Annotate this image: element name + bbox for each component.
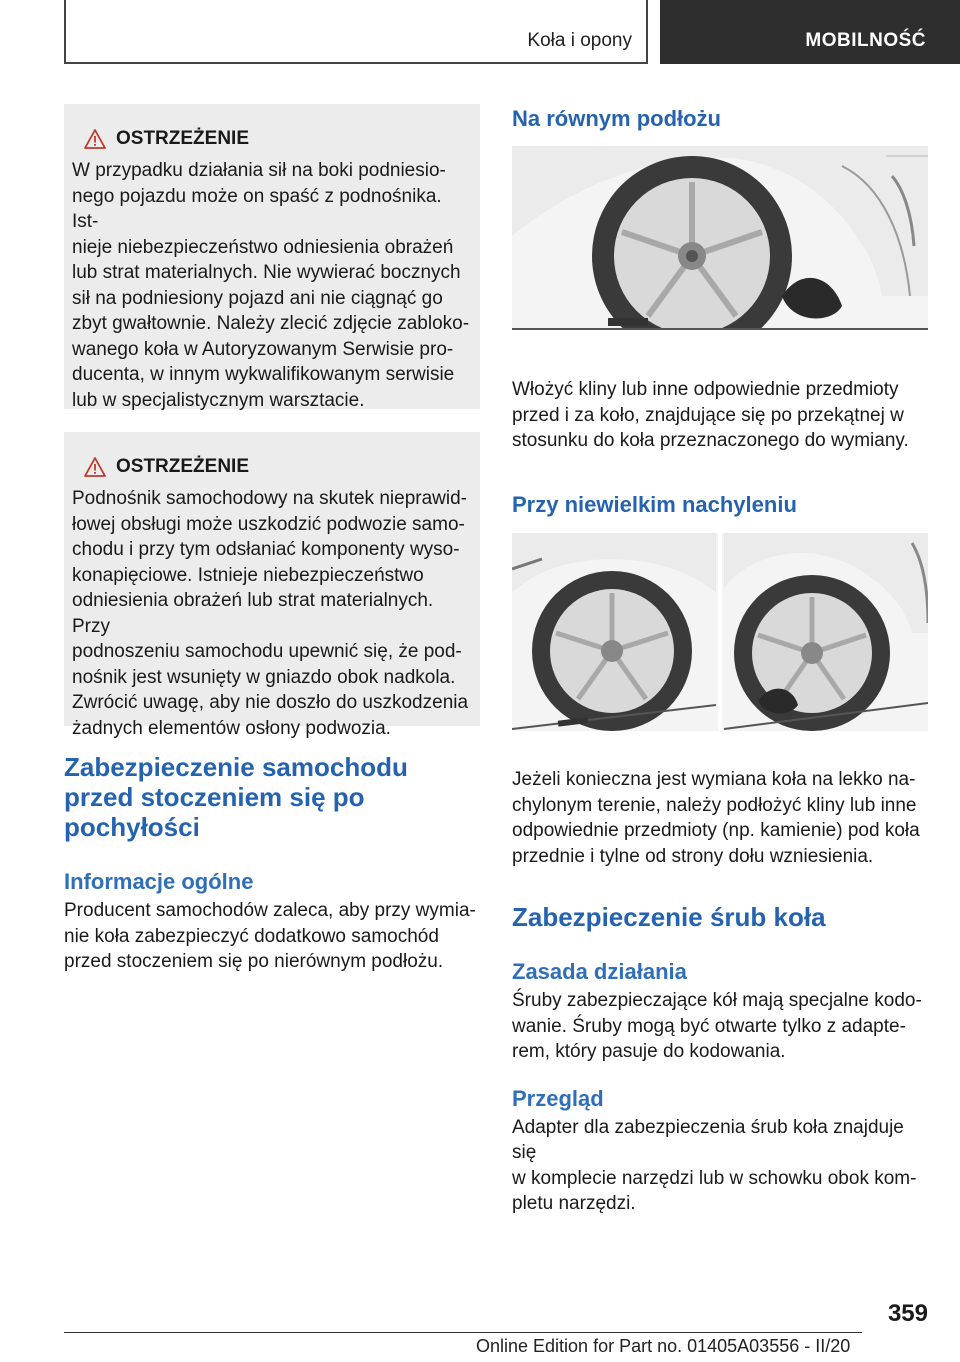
subsection-heading: Zasada działania — [512, 959, 687, 984]
flat-ground-heading: Na równym podłożu — [512, 106, 721, 131]
header-frame — [64, 0, 648, 64]
warning-title: OSTRZEŻENIE — [116, 456, 250, 477]
subsection-heading: Informacje ogólne — [64, 869, 254, 894]
section-title: Koła i opony — [527, 30, 632, 51]
section-heading: Zabezpieczenie śrub koła — [512, 902, 826, 932]
slope-text: Jeżeli konieczna jest wymiana koła na lekko na- chylonym terenie, należy podłożyć kliny lub inne odpowiednie przedmioty (np. kamienie) pod koła przednie i tylne od strony dołu wzniesienia. — [512, 769, 920, 867]
wheel-bolt-lock-section — [512, 902, 928, 1217]
page-number: 359 — [887, 1300, 928, 1327]
warning-text: Podnośnik samochodowy na skutek nieprawid- łowej obsługi może uszkodzić podwozie samo- chodu i przy tym odsłaniać komponenty wyso- konapięciowe. Istnieje niebezpieczeństwo odniesienia obrażeń lub strat materialnych. Przy podnoszeniu samochodu upewnić się, że pod- nośnik jest wsunięty w gniazdo obok nadkola. Zwrócić uwagę, aby nie doszło do uszkodzenia żadnych elementów osłony podwozia. — [72, 488, 469, 739]
section-heading: Zabezpieczenie samochodu przed stoczeniem się po pochyłości — [64, 752, 408, 842]
edition-note: Online Edition for Part no. 01405A03556 - II/20 — [476, 1336, 851, 1356]
flat-ground-text: Włożyć kliny lub inne odpowiednie przedmioty przed i za koło, znajdujące się po przekątnej w stosunku do koła przeznaczonego do wymiany. — [512, 379, 909, 451]
warning-box-1 — [64, 104, 480, 409]
chapter-tab — [660, 0, 960, 64]
body-text: Adapter dla zabezpieczenia śrub koła znajduje się w komplecie narzędzi lub w schowku obok kom- pletu narzędzi. — [512, 1116, 917, 1214]
wheel-flat-ground-photo — [512, 146, 928, 330]
slight-slope-heading: Przy niewielkim nachyleniu — [512, 492, 797, 517]
warning-text: W przypadku działania sił na boki podniesio- nego pojazdu może on spaść z podnośnika. Ist- nieje niebezpieczeństwo odniesienia obrażeń lub strat materialnych. Nie wywierać bocznych sił na podniesiony pojazd ani nie ciągnąć go zbyt gwałtownie. Należy zlecić zdjęcie zabloko- wanego koła w Autoryzowanym Serwisie pro- ducenta, w innym wykwalifikowanym serwisie lub w specjalistycznym warsztacie. — [72, 160, 470, 411]
warning-title: OSTRZEŻENIE — [116, 128, 250, 149]
warning-box-2 — [64, 432, 480, 739]
wheels-slope-photo — [512, 533, 928, 731]
chocking-section — [64, 752, 480, 975]
warning-triangle-icon — [84, 457, 106, 477]
body-text: Producent samochodów zaleca, aby przy wymia- nie koła zabezpieczyć dodatkowo samochód przed stoczeniem się po nierównym podłożu. — [64, 900, 476, 972]
warning-triangle-icon — [84, 129, 106, 149]
chapter-title: MOBILNOŚĆ — [805, 30, 926, 51]
subsection-heading: Przegląd — [512, 1085, 604, 1111]
footer-divider — [64, 1332, 862, 1333]
body-text: Śruby zabezpieczające kół mają specjalne kodo- wanie. Śruby mogą być otwarte tylko z adapte- rem, który pasuje do kodowania. — [512, 990, 922, 1062]
